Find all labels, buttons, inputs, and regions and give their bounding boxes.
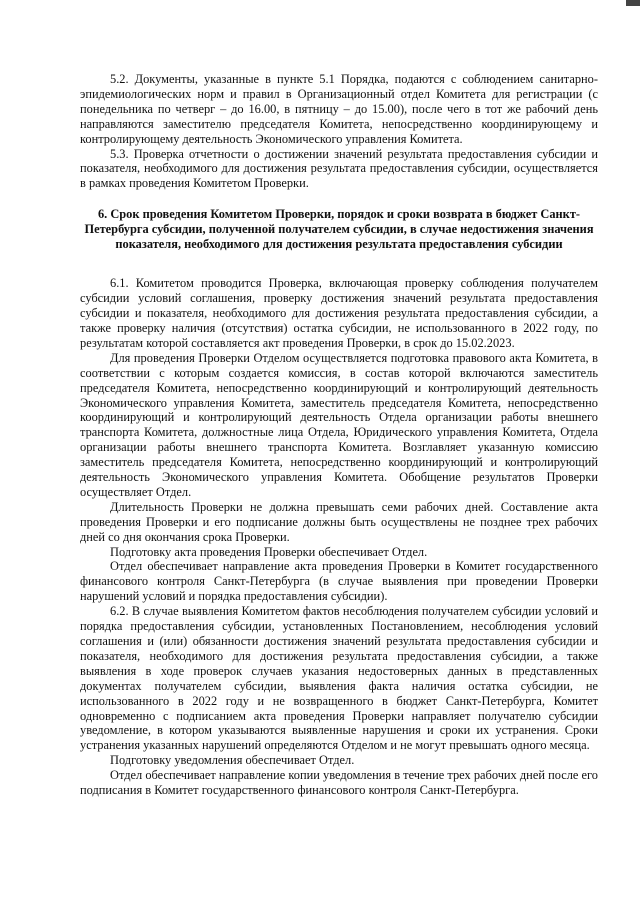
paragraph-act-preparation: Подготовку акта проведения Проверки обеспечивает Отдел. <box>110 544 428 559</box>
paragraph-act-sending: Отдел обеспечивает направление акта проведения Проверки в Комитет государственного финансового контроля Санкт-Петербурга (в случае выявления при проведении Проверки нарушений условий и порядка предоставления субсидии). <box>80 559 598 604</box>
paragraph-duration: Длительность Проверки не должна превышать семи рабочих дней. Составление акта проведения Проверки и его подписание должны быть осуществлены не позднее трех рабочих дней со дня окончания срока Проверки. <box>80 499 598 544</box>
paragraph-5-3: 5.3. Проверка отчетности о достижении значений результата предоставления субсидии и показателя, необходимого для достижения результата предоставления субсидии, осуществляется в рамках проведения Комитетом Проверки. <box>80 146 598 191</box>
paragraph-notice-copy: Отдел обеспечивает направление копии уведомления в течение трех рабочих дней после его подписания в Комитет государственного финансового контроля Санкт-Петербурга. <box>80 768 598 798</box>
paragraph-6-1: 6.1. Комитетом проводится Проверка, включающая проверку соблюдения получателем субсидии условий соглашения, проверку достижения значений результата предоставления субсидии и показателя, необходимого для достижения результата предоставления субсидии, а также проверку наличия (отсутствия) остатка субсидии, не использованного в 2022 году, по результатам которой составляется акт проведения Проверки, в срок до 15.02.2023. <box>80 276 598 350</box>
section-6-heading: 6. Срок проведения Комитетом Проверки, порядок и сроки возврата в бюджет Санкт-Петербурга субсидии, полученной получателем субсидии, в случае недостижения значения показателя, необходимого для достижения результата предоставления субсидии <box>84 207 594 252</box>
scan-artifact <box>626 0 640 6</box>
paragraph-notice-preparation: Подготовку уведомления обеспечивает Отдел. <box>110 753 355 768</box>
paragraph-commission: Для проведения Проверки Отделом осуществляется подготовка правового акта Комитета, в соответствии с которым создается комиссия, в состав которой включаются заместитель председателя Комитета, непосредственно координирующий и контролирующий деятельность Экономического управления Комитета, заместитель председателя Комитета, непосредственно координирующий и контролирующий деятельность Отдела организации работы внешнего транспорта Комитета, должностные лица Отдела, Юридического управления Комитета, Отдела организации работы внешнего транспорта Комитета. Возглавляет указанную комиссию заместитель председателя Комитета, непосредственно координирующий и контролирующий деятельность Экономического управления Комитета. Обобщение результатов Проверки осуществляет Отдел. <box>80 350 598 499</box>
document-body <box>80 72 598 798</box>
paragraph-5-2: 5.2. Документы, указанные в пункте 5.1 Порядка, подаются с соблюдением санитарно-эпидемиологических норм и правил в Организационный отдел Комитета для регистрации (с понедельника по четверг – до 16.00, в пятницу – до 15.00), после чего в тот же рабочий день направляются заместителю председателя Комитета, непосредственно координирующему и контролирующему деятельность Экономического управления Комитета. <box>80 72 598 146</box>
paragraph-6-2: 6.2. В случае выявления Комитетом фактов несоблюдения получателем субсидии условий и порядка предоставления субсидии, установленных Постановлением, несоблюдения условий соглашения и (или) обязанности достижения значений результата предоставления субсидии и показателя, необходимого для достижения результата предоставления субсидии, а также выявления в ходе проверок случаев указания недостоверных данных в представленных документах получателем субсидии, выявления факта наличия остатка субсидии, не использованного в 2022 году и не возвращенного в бюджет Санкт-Петербурга, Комитет одновременно с подписанием акта проведения Проверки направляет получателю субсидии уведомление, в котором указываются выявленные нарушения и сроки их устранения. Сроки устранения указанных нарушений определяются Отделом и не могут превышать одного месяца. <box>80 604 598 753</box>
